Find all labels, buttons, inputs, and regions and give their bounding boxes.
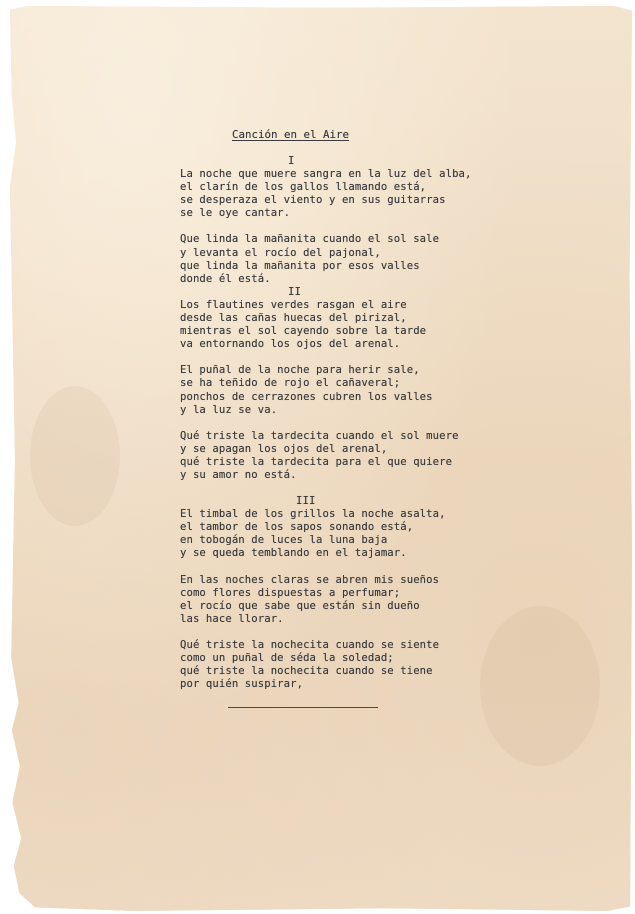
poem-line: mientras el sol cayendo sobre la tarde xyxy=(180,325,427,338)
poem-line: qué triste la tardecita para el que quiere xyxy=(180,455,453,468)
poem-line: como flores dispuestas a perfumar; xyxy=(180,586,401,599)
poem-line: las hace llorar. xyxy=(180,612,284,625)
stanza xyxy=(180,168,520,220)
poem-line: va entornando los ojos del arenal. xyxy=(180,338,401,351)
poem-line: el clarín de los gallos llamando está, xyxy=(180,181,427,194)
section-numeral: II xyxy=(288,285,301,298)
poem-line: Qué triste la tardecita cuando el sol muere xyxy=(180,429,459,442)
closing-rule xyxy=(228,707,378,708)
poem-line: qué triste la nochecita cuando se tiene xyxy=(180,665,433,678)
poem-line: En las noches claras se abren mis sueños xyxy=(180,573,440,586)
section-numeral: III xyxy=(296,495,316,508)
stanza xyxy=(180,639,520,691)
poem-line: se le oye cantar. xyxy=(180,207,291,220)
poem-line: como un puñal de séda la soledad; xyxy=(180,652,394,664)
stanza xyxy=(180,233,520,285)
poem-line: desde las cañas huecas del pirizal, xyxy=(180,312,407,325)
poem-line: el tambor de los sapos sonando está, xyxy=(180,521,414,534)
poem-line: Los flautines verdes rasgan el aire xyxy=(180,298,407,311)
poem-line: en tobogán de luces la luna baja xyxy=(180,534,388,547)
paper-stain xyxy=(30,386,120,526)
poem-line: El puñal de la noche para herir sale, xyxy=(180,364,420,377)
poem-line: se desperaza el viento y en sus guitarras xyxy=(180,194,446,207)
poem-line: ponchos de cerrazones cubren los valles xyxy=(180,390,433,403)
poem-line: y se queda temblando en el tajamar. xyxy=(180,547,407,560)
poem-body xyxy=(180,128,520,691)
poem-line: se ha teñido de rojo el cañaveral; xyxy=(180,377,401,390)
stanza xyxy=(180,364,520,416)
stanza xyxy=(180,508,520,560)
poem-line: y su amor no está. xyxy=(180,468,297,481)
poem-line: y se apagan los ojos del arenal, xyxy=(180,442,388,455)
poem-line: por quién suspirar, xyxy=(180,678,304,691)
poem-title: Canción en el Aire xyxy=(232,128,350,141)
poem-line: Que linda la mañanita cuando el sol sale xyxy=(180,233,440,246)
stanza xyxy=(180,299,520,351)
poem-line: el rocío que sabe que están sin dueño xyxy=(180,599,420,612)
poem-line: El timbal de los grillos la noche asalta, xyxy=(180,508,446,521)
poem-line: y levanta el rocío del pajonal, xyxy=(180,246,381,259)
poem-line: La noche que muere sangra en la luz del alba, xyxy=(180,168,472,181)
poem-line: donde él está. xyxy=(180,272,271,285)
poem-line: Qué triste la nochecita cuando se siente xyxy=(180,638,440,651)
stanza xyxy=(180,574,520,626)
section-numeral: I xyxy=(288,155,295,167)
stanza xyxy=(180,430,520,482)
poem-line: y la luz se va. xyxy=(180,403,278,416)
poem-line: que linda la mañanita por esos valles xyxy=(180,259,420,272)
